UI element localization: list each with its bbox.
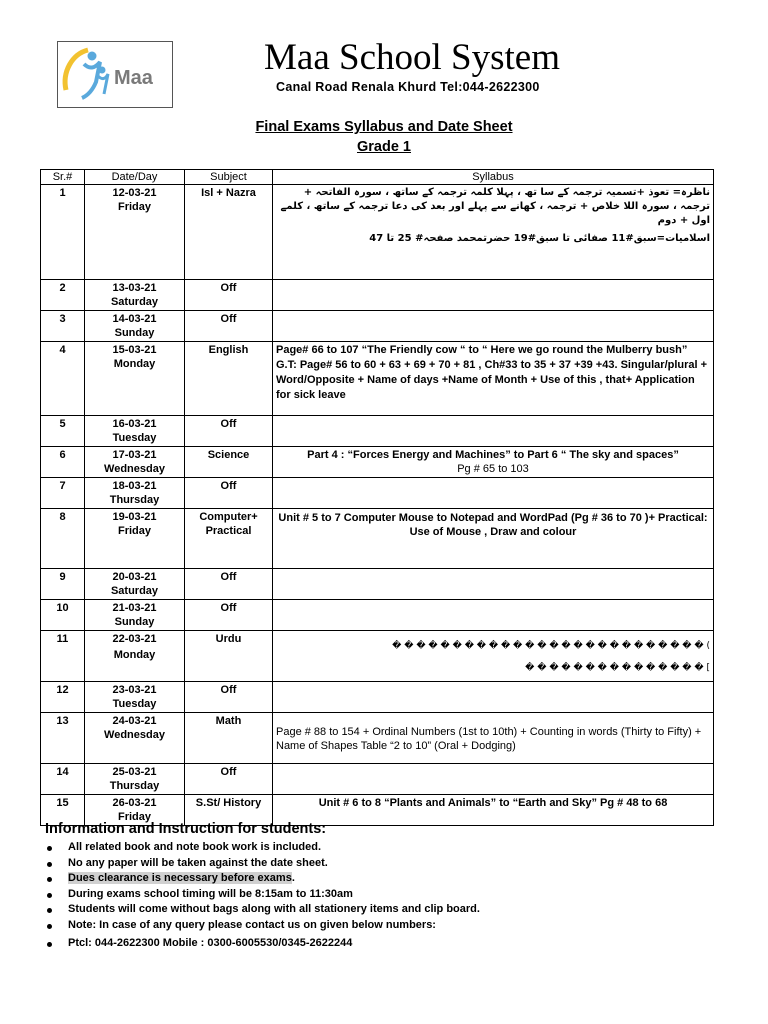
syllabus-cell [273,447,714,478]
date-cell [85,764,185,795]
syllabus-line: � � � � � � � � � � � � � � � [ [525,663,710,673]
highlighted-text: Dues clearance is necessary before exams [68,872,292,885]
list-item: During exams school timing will be 8:15am to 11:30am [45,887,480,903]
header-sr: Sr.# [41,170,85,185]
day: Sunday [114,616,155,628]
header-subject: Subject [185,170,273,185]
sr-cell: 6 [41,447,85,478]
subject-cell: Off [185,311,273,342]
date: 16-03-21 [112,418,157,430]
sr-cell: 11 [41,631,85,682]
day: Wednesday [104,729,165,741]
instructions-list [45,840,480,951]
date: 15-03-21 [112,344,157,356]
date: 12-03-21 [112,187,157,199]
syllabus-line: Page # 88 to 154 + Ordinal Numbers (1st to 10th) + Counting in words (Thirty to Fifty) + Name of Shapes Table “2 to 10” (Oral + Dodging) [276,726,702,752]
sr-cell: 13 [41,713,85,764]
subject-cell: Computer+ Practical [185,509,273,569]
syllabus-cell [273,185,714,280]
syllabus-line: اسلامیات=سبق#11 صفائی تا سبق#19 حضرتمحمد صفحہ# 25 تا 47 [369,233,710,244]
subject-cell: Off [185,682,273,713]
date-cell [85,416,185,447]
syllabus-cell [273,569,714,600]
table-row [41,280,714,311]
sr-cell: 4 [41,342,85,416]
table-row [41,342,714,416]
syllabus-cell [273,600,714,631]
day: Tuesday [112,698,157,710]
date: 17-03-21 [112,449,157,461]
date-cell [85,185,185,280]
date: 26-03-21 [112,797,157,809]
info-title: Information and Instruction for students: [45,821,327,837]
sr-cell: 15 [41,795,85,826]
sr-cell: 3 [41,311,85,342]
date-cell [85,280,185,311]
syllabus-cell [273,280,714,311]
date: 13-03-21 [112,282,157,294]
date: 24-03-21 [112,715,157,727]
date-cell [85,713,185,764]
subject-cell: Math [185,713,273,764]
table-row [41,600,714,631]
syllabus-cell [273,764,714,795]
day: Thursday [109,780,160,792]
date-cell [85,682,185,713]
subject-cell: Off [185,600,273,631]
date-cell [85,342,185,416]
date-cell [85,600,185,631]
subject-cell: Isl + Nazra [185,185,273,280]
subject-cell: English [185,342,273,416]
day: Sunday [114,327,155,339]
day: Thursday [109,494,160,506]
date: 22-03-21 [112,633,157,645]
table-row [41,478,714,509]
sr-cell: 5 [41,416,85,447]
syllabus-line: ناظرہ= تعوذ +تسمیہ ترجمہ کے سا تھ ، پہلا کلمہ ترجمہ کے ساتھ ، سورہ الفاتحہ + ترجمہ ، سورہ اللا خلاص + ترجمہ ، کھانے سے پہلے اور بعد کی دعا ترجمہ کے ساتھ ، کلمے [280,187,710,212]
subject-cell: Science [185,447,273,478]
syllabus-line: G.T: Page# 56 to 60 + 63 + 69 + 70 + 81 , Ch#33 to 35 + 37 +39 +43. Singular/plural + Word/Opposite + Name of days +Name of Month + Use of this , that+ Application for sick leave [276,359,708,401]
syllabus-line: Page# 66 to 107 “The Friendly cow “ to “ Here we go round the Mulberry bush” [276,344,688,356]
table-row [41,185,714,280]
date-cell [85,569,185,600]
sr-cell: 9 [41,569,85,600]
day: Saturday [110,585,159,597]
sr-cell: 10 [41,600,85,631]
list-item: Dues clearance is necessary before exams. [45,871,480,887]
table-row [41,509,714,569]
date-cell [85,311,185,342]
syllabus-cell [273,311,714,342]
school-name: Maa School System [264,37,560,78]
table-header-row [41,170,714,185]
table-row [41,569,714,600]
school-address: Canal Road Renala Khurd Tel:044-2622300 [276,80,540,94]
sr-cell: 8 [41,509,85,569]
date-cell [85,447,185,478]
day: Monday [113,649,156,661]
date: 25-03-21 [112,766,157,778]
day: Friday [117,201,151,213]
syllabus-cell [273,509,714,569]
syllabus-cell [273,478,714,509]
table-row [41,713,714,764]
syllabus-line: Unit # 5 to 7 Computer Mouse to Notepad and WordPad (Pg # 36 to 70 )+ Practical: Use of Mouse , Draw and colour [278,512,708,538]
sr-cell: 12 [41,682,85,713]
table-row [41,311,714,342]
subject-cell: Off [185,764,273,795]
date-cell [85,631,185,682]
subject-cell: Off [185,416,273,447]
date-cell [85,509,185,569]
sr-cell: 14 [41,764,85,795]
header-date-day: Date/Day [85,170,185,185]
syllabus-cell [273,795,714,826]
sr-cell: 2 [41,280,85,311]
document-grade: Grade 1 [357,139,411,155]
syllabus-cell [273,713,714,764]
date: 18-03-21 [112,480,157,492]
list-item: Ptcl: 044-2622300 Mobile : 0300-6005530/0345-2622244 [45,936,480,952]
table-row [41,447,714,478]
syllabus-line: اول + دوم [657,215,710,226]
syllabus-cell [273,682,714,713]
date-cell [85,478,185,509]
list-item: No any paper will be taken against the date sheet. [45,856,480,872]
table-row [41,631,714,682]
day: Wednesday [104,463,165,475]
day: Friday [117,525,151,537]
subject-cell: Urdu [185,631,273,682]
syllabus-line: Part 4 : “Forces Energy and Machines” to Part 6 “ The sky and spaces” [307,449,679,461]
syllabus-line: Unit # 6 to 8 “Plants and Animals” to “Earth and Sky” Pg # 48 to 68 [318,797,668,809]
document-title: Final Exams Syllabus and Date Sheet [255,119,513,135]
subject-cell: Off [185,280,273,311]
syllabus-cell [273,342,714,416]
subject-cell: Off [185,569,273,600]
list-item: Note: In case of any query please contact us on given below numbers: [45,918,480,934]
header-syllabus: Syllabus [273,170,714,185]
day: Saturday [110,296,159,308]
sr-cell: 1 [41,185,85,280]
logo-text: Maa [114,67,153,89]
subject-cell: Off [185,478,273,509]
list-item: Students will come without bags along with all stationery items and clip board. [45,902,480,918]
sr-cell: 7 [41,478,85,509]
syllabus-line: � � � � � � � � � � � � � � � � � � � � � � � � � � ( [392,641,710,651]
day: Friday [117,811,151,823]
syllabus-table [40,169,714,826]
table-row [41,764,714,795]
day: Tuesday [112,432,157,444]
date: 20-03-21 [112,571,157,583]
table-row [41,682,714,713]
date: 23-03-21 [112,684,157,696]
syllabus-cell [273,416,714,447]
syllabus-line: Pg # 65 to 103 [457,463,529,475]
subject-cell: S.St/ History [185,795,273,826]
date: 21-03-21 [112,602,157,614]
date: 19-03-21 [112,511,157,523]
list-item: All related book and note book work is included. [45,840,480,856]
date: 14-03-21 [112,313,157,325]
table-row [41,416,714,447]
syllabus-cell [273,631,714,682]
day: Monday [113,358,156,370]
